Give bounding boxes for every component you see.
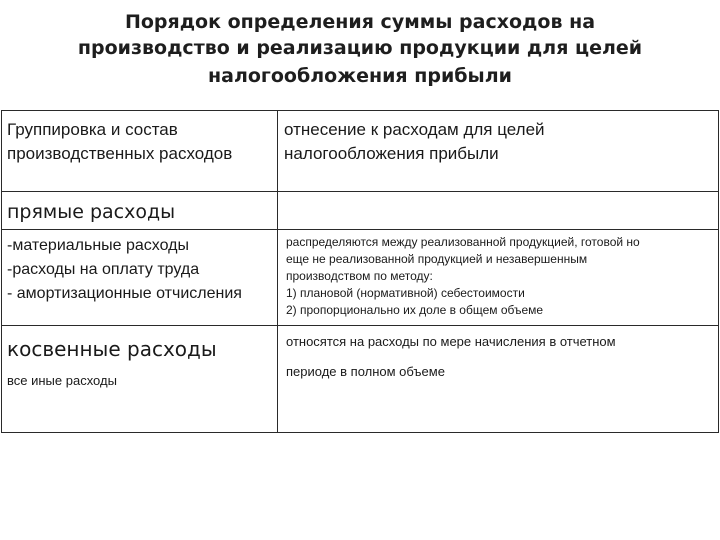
- title-line-2: производство и реализацию продукции для целей: [77, 37, 643, 59]
- treatment-line: распределяются между реализованной продукцией, готовой но: [286, 235, 640, 249]
- expenses-table: [1, 110, 719, 433]
- header-grouping-line-2: производственных расходов: [7, 144, 233, 163]
- indirect-treatment-cell: [278, 326, 719, 433]
- treatment-line: 1) плановой (нормативной) себестоимости: [286, 286, 525, 300]
- treatment-line: периоде в полном объеме: [286, 364, 445, 379]
- header-grouping-line-1: Группировка и состав: [7, 120, 178, 139]
- empty-cell: [278, 192, 719, 230]
- treatment-line: производством по методу:: [286, 269, 433, 283]
- indirect-expenses-label: косвенные расходы: [7, 337, 217, 361]
- list-item: -материальные расходы: [7, 237, 190, 254]
- list-item: -расходы на оплату труда: [7, 261, 200, 278]
- treatment-line: 2) пропорционально их доле в общем объеме: [286, 303, 544, 317]
- header-cell-attribution: [278, 111, 719, 192]
- table-row-indirect: [2, 326, 719, 433]
- indirect-expenses-note: все иные расходы: [7, 373, 117, 388]
- title-line-3: налогообложения прибыли: [208, 65, 512, 87]
- direct-items-cell: [2, 230, 278, 326]
- table-row-direct-items: [2, 230, 719, 326]
- table-row-direct-label: [2, 192, 719, 230]
- header-cell-grouping: [2, 111, 278, 192]
- header-attribution-line-2: налогообложения прибыли: [284, 144, 499, 163]
- direct-treatment-cell: [278, 230, 719, 326]
- table-header-row: [2, 111, 719, 192]
- indirect-cell: [2, 326, 278, 433]
- treatment-line: относятся на расходы по мере начисления в отчетном: [286, 334, 616, 349]
- header-attribution-line-1: отнесение к расходам для целей: [284, 120, 545, 139]
- treatment-line: еще не реализованной продукцией и незавершенным: [286, 252, 588, 266]
- direct-expenses-label: прямые расходы: [7, 201, 176, 223]
- direct-expenses-label-cell: [2, 192, 278, 230]
- list-item: - амортизационные отчисления: [7, 285, 242, 302]
- page-title: [0, 10, 720, 89]
- title-line-1: Порядок определения суммы расходов на: [124, 11, 596, 33]
